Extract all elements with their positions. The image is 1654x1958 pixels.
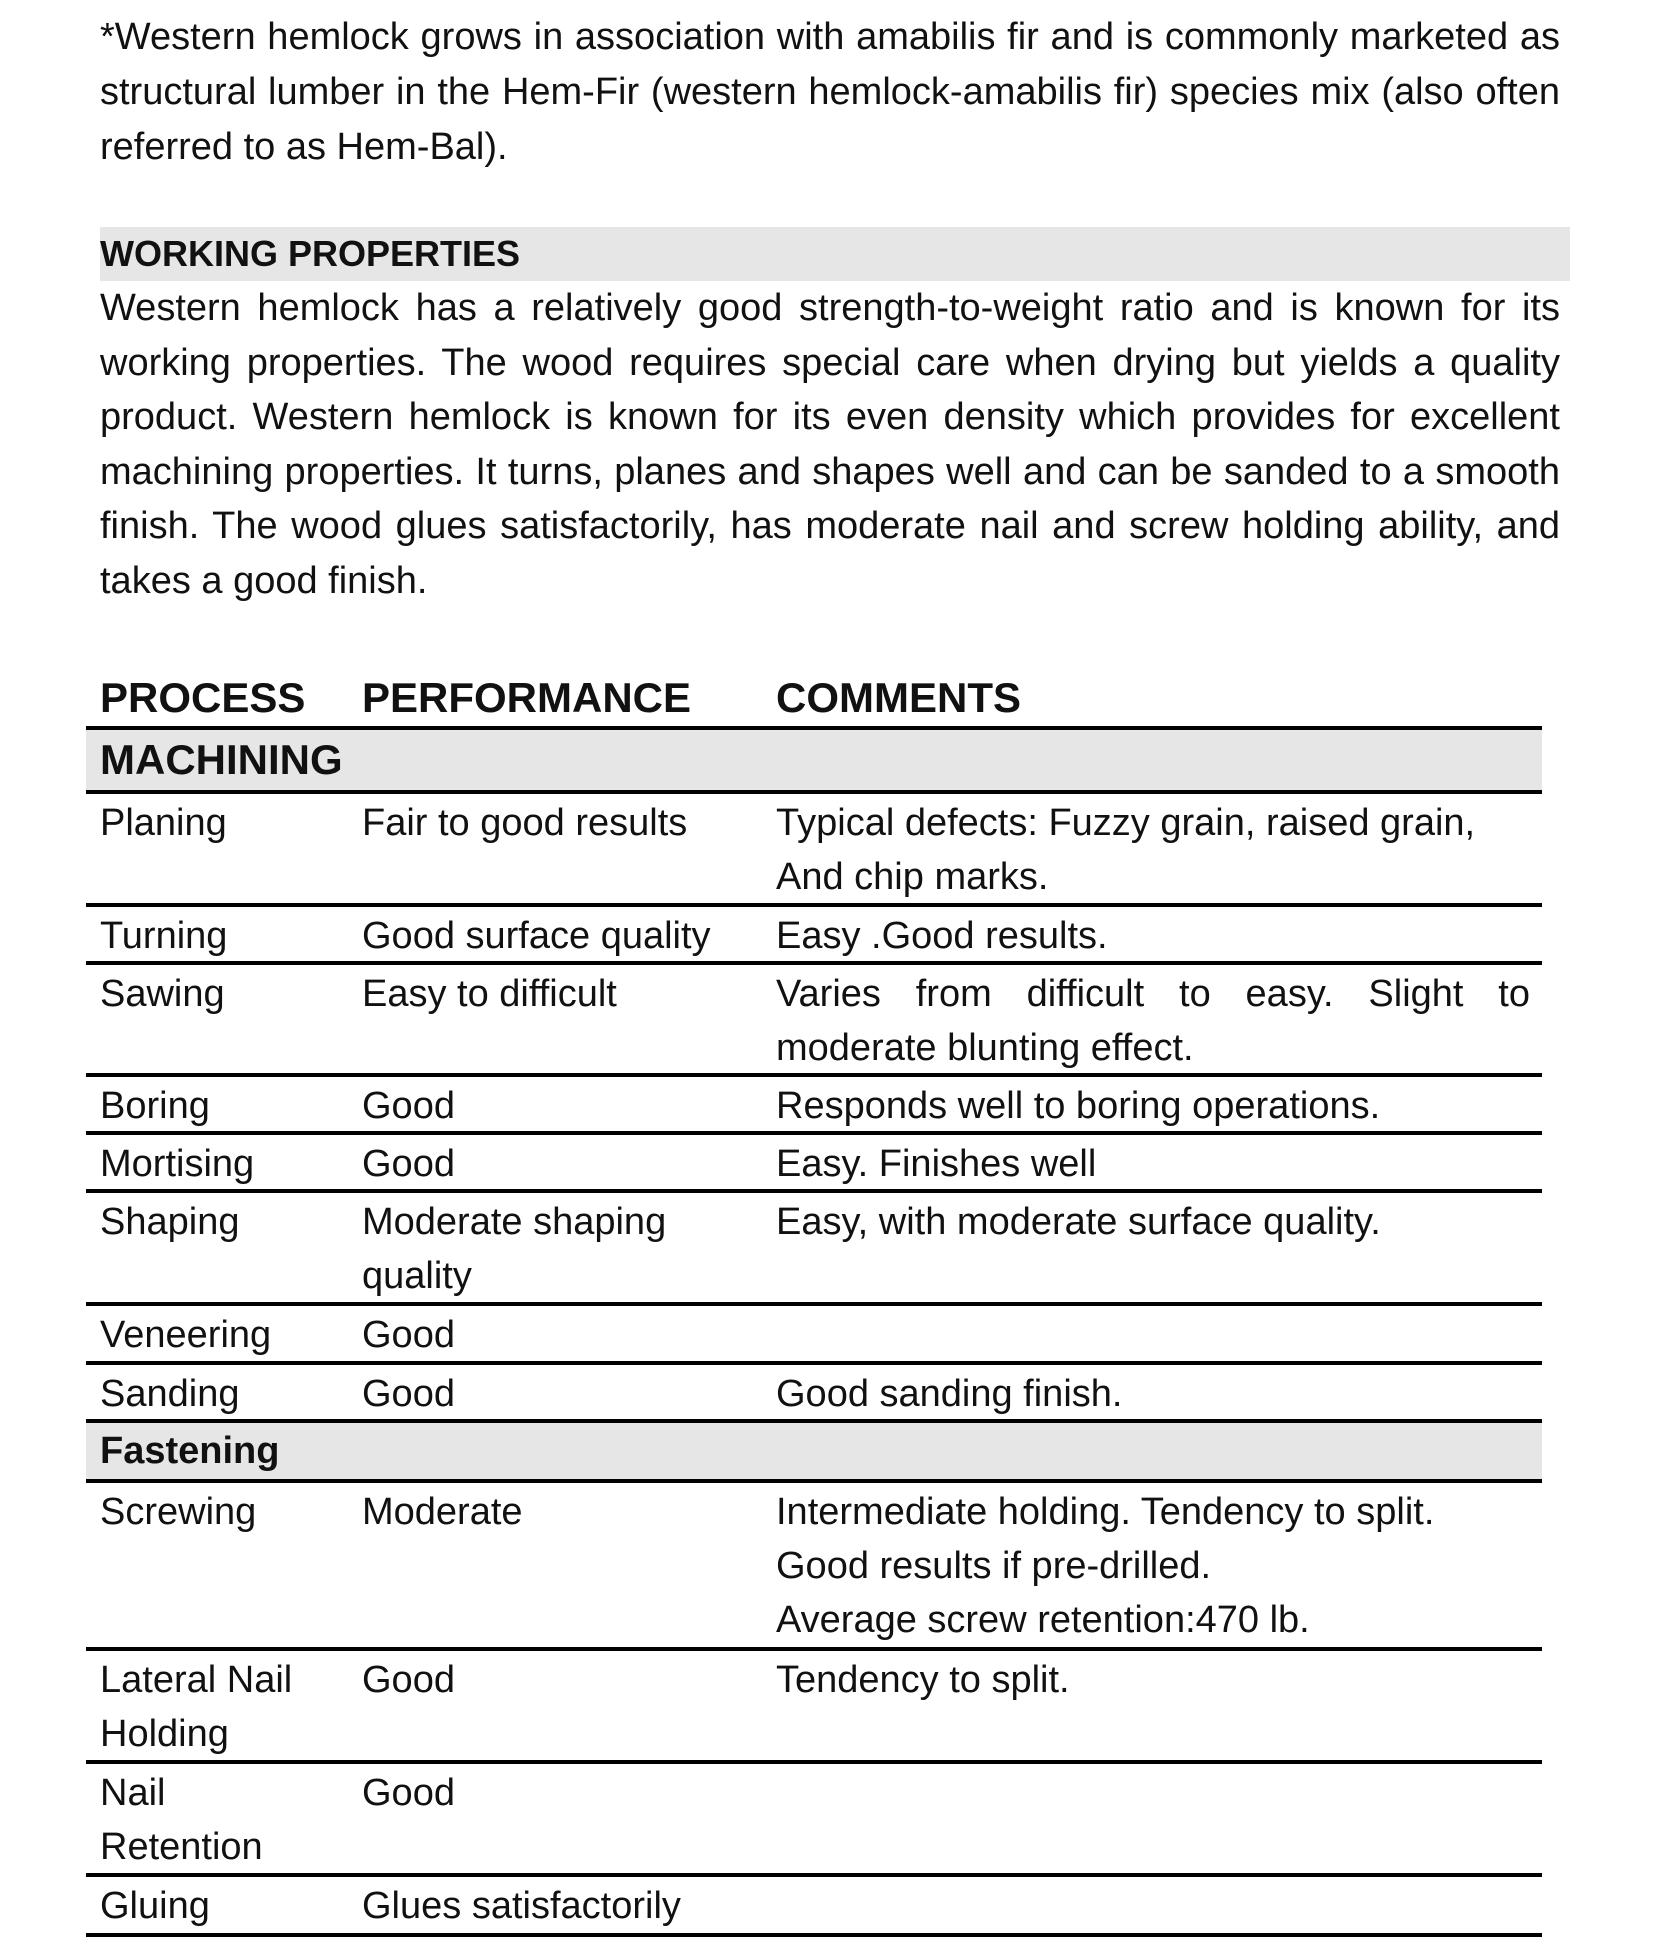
header-process: PROCESS	[100, 674, 306, 721]
table-row	[86, 1135, 1542, 1193]
cell-performance: Good surface quality	[362, 915, 711, 957]
table-header-row	[86, 660, 1542, 730]
cell-process: Screwing	[100, 1491, 257, 1533]
table-row	[86, 1306, 1542, 1365]
cell-performance: Good	[362, 1373, 455, 1415]
cell-process: Boring	[100, 1085, 210, 1127]
table-row	[86, 1365, 1542, 1423]
cell-process: Nail Retention	[100, 1772, 263, 1868]
cell-performance: Moderate	[362, 1491, 523, 1533]
group-fastening: Fastening	[86, 1423, 1542, 1483]
table-row	[86, 907, 1542, 965]
header-comments: COMMENTS	[776, 674, 1021, 721]
table-row	[86, 965, 1542, 1077]
cell-performance: Good	[362, 1314, 455, 1356]
cell-process: Lateral Nail Holding	[100, 1659, 293, 1755]
cell-performance: Easy to difficult	[362, 973, 617, 1015]
cell-process: Turning	[100, 915, 228, 957]
cell-comments	[776, 1485, 1542, 1647]
cell-comments	[776, 1308, 1542, 1361]
comment-line: Average screw retention:470 lb.	[776, 1599, 1310, 1641]
table-row	[86, 1651, 1542, 1764]
cell-comments: Easy. Finishes well	[776, 1143, 1097, 1185]
cell-performance: Good	[362, 1659, 455, 1701]
comment-line: Intermediate holding. Tendency to split.	[776, 1491, 1435, 1533]
cell-process: Shaping	[100, 1201, 240, 1243]
cell-comments: Varies from difficult to easy. Slight to moderate blunting effect.	[776, 973, 1530, 1069]
table-row	[86, 1483, 1542, 1651]
cell-process: Veneering	[100, 1314, 272, 1356]
cell-process: Sanding	[100, 1373, 240, 1415]
comment-line: Good results if pre-drilled.	[776, 1545, 1212, 1587]
cell-comments: Easy .Good results.	[776, 915, 1108, 957]
header-performance: PERFORMANCE	[362, 674, 692, 721]
table-row	[86, 1877, 1542, 1937]
cell-process: Sawing	[100, 973, 225, 1015]
cell-performance: Good	[362, 1143, 455, 1185]
cell-comments	[776, 1879, 1542, 1933]
intro-paragraph: *Western hemlock grows in association with amabilis fir and is commonly marketed as structural lumber in the Hem-Fir (western hemlock-amabilis fir) species mix (also often referred to as Hem-Bal).	[100, 16, 1560, 168]
cell-performance: Good	[362, 1085, 455, 1127]
cell-comments: Easy, with moderate surface quality.	[776, 1201, 1381, 1243]
cell-comments	[776, 1766, 1542, 1873]
cell-performance: Moderate shaping quality	[362, 1201, 667, 1297]
table-row	[86, 794, 1542, 907]
document-page	[100, 10, 1570, 1927]
comment-line: Typical defects: Fuzzy grain, raised grain,	[776, 802, 1476, 844]
table-row	[86, 1193, 1542, 1306]
table-row	[86, 1764, 1542, 1877]
cell-performance: Glues satisfactorily	[362, 1885, 681, 1927]
group-machining: MACHINING	[86, 730, 1542, 794]
cell-process: Mortising	[100, 1143, 255, 1185]
cell-process: Planing	[100, 802, 227, 844]
cell-comments	[776, 796, 1542, 903]
cell-process: Gluing	[100, 1885, 210, 1927]
cell-comments: Tendency to split.	[776, 1659, 1070, 1701]
cell-comments: Responds well to boring operations.	[776, 1085, 1381, 1127]
cell-performance: Fair to good results	[362, 802, 688, 844]
working-properties-heading: WORKING PROPERTIES	[100, 227, 1570, 281]
properties-table	[86, 660, 1542, 1937]
cell-performance: Good	[362, 1772, 455, 1814]
comment-line: And chip marks.	[776, 856, 1049, 898]
table-row	[86, 1077, 1542, 1135]
working-properties-paragraph: Western hemlock has a relatively good strength-to-weight ratio and is known for its working properties. The wood requires special care when drying but yields a quality product. Western hemlock is known for its even density which provides for excellent machining properties. It turns, planes and shapes well and can be sanded to a smooth finish. The wood glues satisfactorily, has moderate nail and screw holding ability, and takes a good finish.	[100, 287, 1560, 602]
cell-comments: Good sanding finish.	[776, 1373, 1123, 1415]
